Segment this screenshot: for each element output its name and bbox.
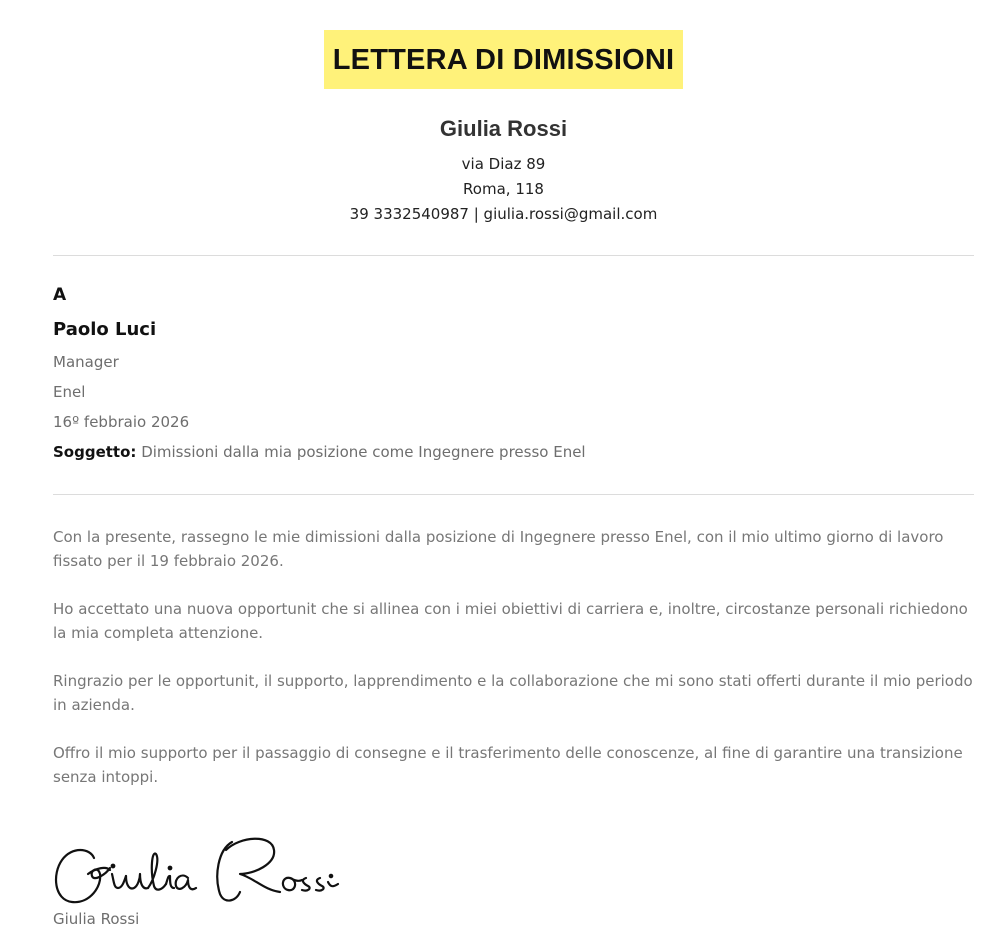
sender-contact: 39 3332540987 | giulia.rossi@gmail.com	[349, 205, 658, 223]
divider-top	[53, 255, 974, 256]
letter-body	[53, 525, 974, 813]
divider-middle	[53, 494, 974, 495]
recipient-name: Paolo Luci	[53, 319, 157, 340]
sender-address-line1: via Diaz 89	[461, 155, 546, 173]
recipient-role: Manager	[53, 353, 119, 371]
sender-name: Giulia Rossi	[439, 116, 568, 141]
letter-date: 16º febbraio 2026	[53, 413, 190, 431]
signature-drawing	[50, 830, 360, 910]
recipient-block	[53, 285, 953, 467]
subject-label: Soggetto:	[53, 443, 137, 461]
sender-address-line2: Roma, 118	[463, 180, 544, 198]
subject-line	[53, 437, 953, 467]
body-paragraph: Ho accettato una nuova opportunit che si allinea con i miei obiettivi di carriera e, inoltre, circostanze personali richiedono la mia completa attenzione.	[53, 600, 968, 642]
body-paragraph: Offro il mio supporto per il passaggio di consegne e il trasferimento delle conoscenze, al fine di garantire una transizione senza intoppi.	[53, 744, 963, 786]
signature-printed-name: Giulia Rossi	[53, 910, 140, 928]
subject-text: Dimissioni dalla mia posizione come Ingegnere presso Enel	[141, 443, 586, 461]
document-title: LETTERA DI DIMISSIONI	[324, 30, 683, 89]
recipient-to-label: A	[53, 285, 67, 305]
body-paragraph: Ringrazio per le opportunit, il supporto, lapprendimento e la collaborazione che mi sono stati offerti durante il mio periodo in azienda.	[53, 672, 973, 714]
handwritten-signature	[50, 830, 360, 910]
title-container	[0, 30, 1007, 89]
recipient-company: Enel	[53, 383, 86, 401]
body-paragraph: Con la presente, rassegno le mie dimissioni dalla posizione di Ingegnere presso Enel, con il mio ultimo giorno di lavoro fissato per il 19 febbraio 2026.	[53, 528, 944, 570]
